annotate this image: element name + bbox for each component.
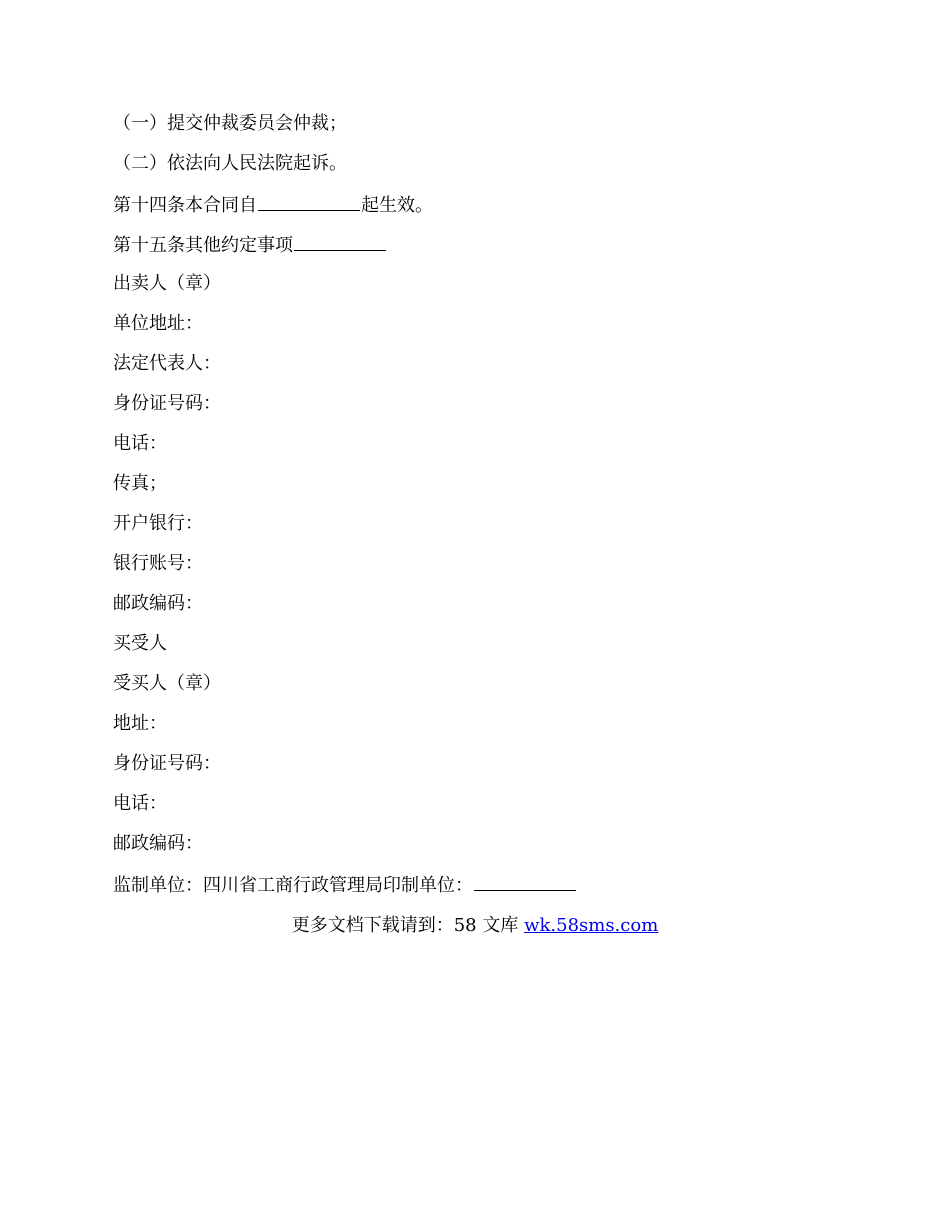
- clause-court: （二）依法向人民法院起诉。: [113, 153, 347, 174]
- seller-id-label: 身份证号码：: [113, 393, 221, 414]
- article-14-blank: [258, 192, 360, 211]
- seller-account-label: 银行账号：: [113, 553, 203, 574]
- buyer-id-label: 身份证号码：: [113, 753, 221, 774]
- footer-text: 更多文档下载请到：58 文库: [291, 915, 525, 936]
- supervision-text: 监制单位：四川省工商行政管理局印制单位：: [113, 875, 473, 896]
- buyer-address-label: 地址：: [113, 713, 167, 734]
- footer: [0, 914, 950, 938]
- seller-address-label: 单位地址：: [113, 313, 203, 334]
- printing-unit-blank: [474, 872, 576, 891]
- seller-phone-label: 电话：: [113, 433, 167, 454]
- buyer-phone-label: 电话：: [113, 793, 167, 814]
- buyer-seal: 受买人（章）: [113, 673, 221, 694]
- article-14-suffix: 起生效。: [361, 195, 433, 216]
- article-14-prefix: 第十四条本合同自: [113, 195, 257, 216]
- supervision-line: [113, 872, 577, 898]
- article-15: [113, 232, 387, 258]
- seller-fax-label: 传真；: [113, 473, 167, 494]
- article-15-prefix: 第十五条其他约定事项: [113, 235, 293, 256]
- footer-link[interactable]: wk.58sms.com: [524, 915, 659, 936]
- seller-postcode-label: 邮政编码：: [113, 593, 203, 614]
- buyer-postcode-label: 邮政编码：: [113, 833, 203, 854]
- buyer-heading: 买受人: [113, 633, 167, 654]
- article-14: [113, 192, 433, 218]
- seller-bank-label: 开户银行：: [113, 513, 203, 534]
- seller-legal-rep-label: 法定代表人：: [113, 353, 221, 374]
- article-15-blank: [294, 232, 386, 251]
- clause-arbitration: （一）提交仲裁委员会仲裁；: [113, 113, 347, 134]
- seller-seal: 出卖人（章）: [113, 273, 221, 294]
